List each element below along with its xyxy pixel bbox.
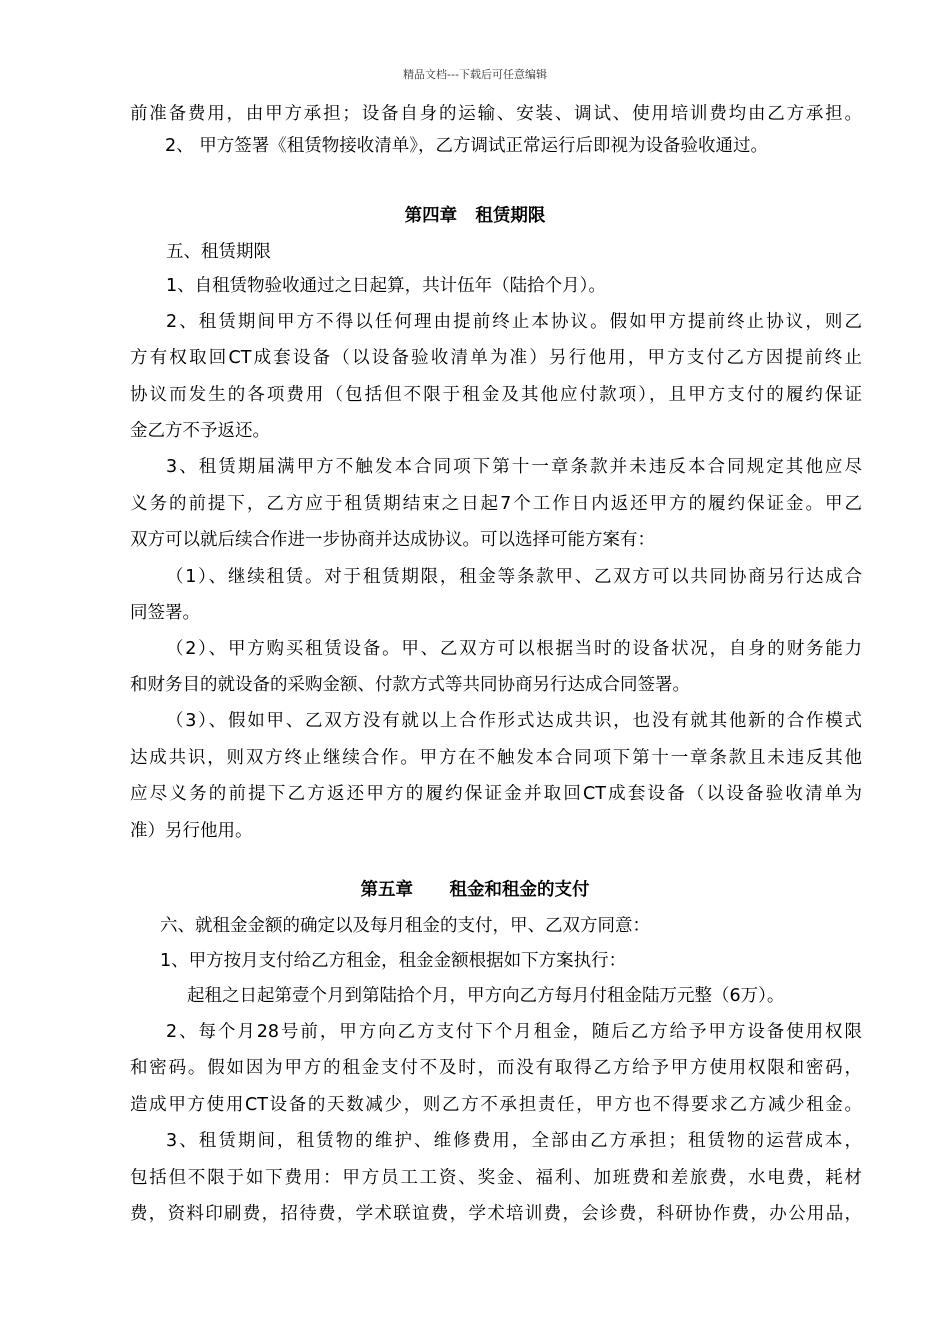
paragraph-line: （1）、继续租赁。对于租赁期限，租金等条款甲、乙双方可以共同协商另行达成合 [166, 567, 862, 587]
paragraph-line: （2）、甲方购买租赁设备。甲、乙双方可以根据当时的设备状况，自身的财务能力 [166, 639, 862, 659]
paragraph-line: 起租之日起第壹个月到第陆拾个月，甲方向乙方每月付租金陆万元整（6万）。 [187, 986, 785, 1006]
paragraph-line: 1、甲方按月支付给乙方租金，租金金额根据如下方案执行： [160, 951, 627, 971]
paragraph-line: 2、 甲方签署《租赁物接收清单》，乙方调试正常运行后即视为设备验收通过。 [165, 136, 768, 156]
paragraph-line: 2、租赁期间甲方不得以任何理由提前终止本协议。假如甲方提前终止协议，则乙 [166, 312, 862, 332]
paragraph-line: 达成共识，则双方终止继续合作。甲方在不触发本合同项下第十一章条款且未违反其他 [130, 748, 862, 768]
chapter-heading-5: 第五章 租金和租金的支付 [360, 880, 590, 900]
paragraph-line: 前准备费用，由甲方承担；设备自身的运输、安装、调试、使用培训费均由乙方承担。 [130, 104, 862, 124]
paragraph-line: 包括但不限于如下费用：甲方员工工资、奖金、福利、加班费和差旅费，水电费，耗材 [130, 1168, 862, 1188]
paragraph-line: 和密码。假如因为甲方的租金支付不及时，而没有取得乙方给予甲方使用权限和密码， [130, 1058, 862, 1078]
paragraph-line: 协议而发生的各项费用（包括但不限于租金及其他应付款项），且甲方支付的履约保证 [130, 385, 862, 405]
paragraph-line: 3、租赁期届满甲方不触发本合同项下第十一章条款并未违反本合同规定其他应尽 [166, 457, 862, 477]
section-heading: 五、租赁期限 [166, 242, 271, 262]
paragraph-line: 方有权取回CT成套设备（以设备验收清单为准）另行他用，甲方支付乙方因提前终止 [130, 348, 862, 368]
paragraph-line: 同签署。 [130, 603, 200, 623]
paragraph-line: 应尽义务的前提下乙方返还甲方的履约保证金并取回CT成套设备（以设备验收清单为 [130, 784, 862, 804]
paragraph-line: 双方可以就后续合作进一步协商并达成协议。可以选择可能方案有： [130, 530, 655, 550]
paragraph-line: 准）另行他用。 [130, 821, 253, 841]
paragraph-line: 造成甲方使用CT设备的天数减少，则乙方不承担责任，甲方也不得要求乙方减少租金。 [130, 1095, 862, 1115]
chapter-heading-4: 第四章 租赁期限 [404, 206, 546, 226]
paragraph-line: 费，资料印刷费，招待费，学术联谊费，学术培训费，会诊费，科研协作费，办公用品， [130, 1204, 862, 1224]
paragraph-line: 2、每个月28号前，甲方向乙方支付下个月租金，随后乙方给予甲方设备使用权限 [166, 1022, 862, 1042]
paragraph-line: 3、租赁期间，租赁物的维护、维修费用，全部由乙方承担；租赁物的运营成本， [166, 1131, 862, 1151]
paragraph-line: 和财务目的就设备的采购金额、付款方式等共同协商另行达成合同签署。 [130, 675, 690, 695]
page-header: 精品文档---下载后可任意编辑 [403, 68, 547, 81]
paragraph-line: 1、自租赁物验收通过之日起算，共计伍年（陆拾个月）。 [166, 276, 606, 296]
paragraph-line: （3）、假如甲、乙双方没有就以上合作形式达成共识，也没有就其他新的合作模式 [166, 711, 862, 731]
paragraph-line: 金乙方不予返还。 [130, 421, 270, 441]
section-heading: 六、就租金金额的确定以及每月租金的支付，甲、乙双方同意： [160, 916, 650, 936]
paragraph-line: 义务的前提下，乙方应于租赁期结束之日起7个工作日内返还甲方的履约保证金。甲乙 [130, 494, 862, 514]
